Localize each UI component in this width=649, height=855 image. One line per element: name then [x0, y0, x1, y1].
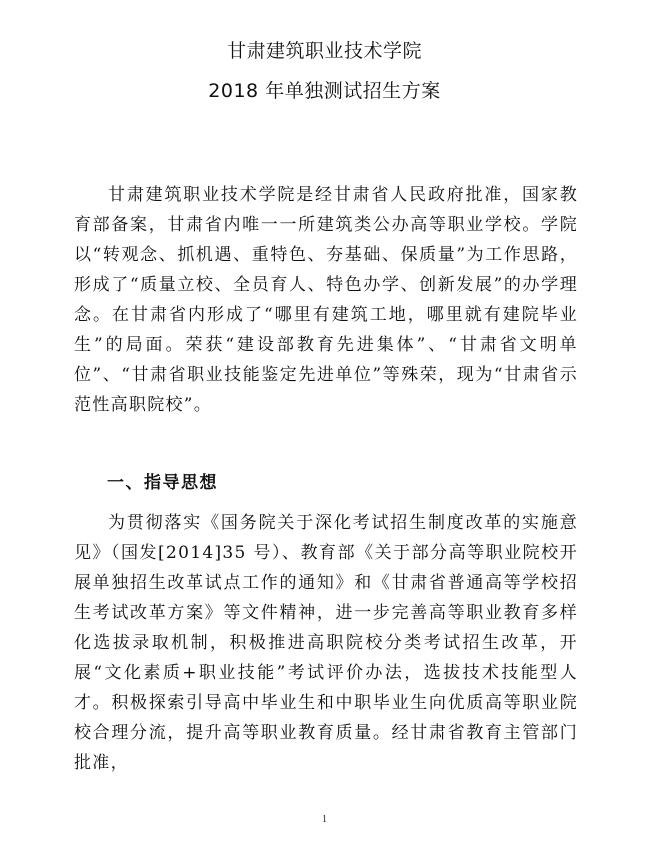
section-heading: 一、指导思想: [107, 473, 218, 493]
document-subtitle: 2018 年单独测试招生方案: [208, 80, 441, 102]
intro-paragraph: 甘肃建筑职业技术学院是经甘肃省人民政府批准，国家教育部备案，甘肃省内唯一一所建筑类公办高等职业学校。学院以“转观念、抓机遇、重特色、夯基础、保质量”为工作思路，形成了“质量立校、全员育人、特色办学、创新发展”的办学理念。在甘肃省内形成了“哪里有建筑工地，哪里就有建院毕业生”的局面。荣获“建设部教育先进集体”、“甘肃省文明单位”、“甘肃省职业技能鉴定先进单位”等殊荣，现为“甘肃省示范性高职院校”。: [74, 185, 578, 415]
section-paragraph: 为贯彻落实《国务院关于深化考试招生制度改革的实施意见》（国发[2014]35 号）、教育部《关于部分高等职业院校开展单独招生改革试点工作的通知》和《甘肃省普通高等学校招生考试改革方案》等文件精神，进一步完善高等职业教育多样化选拔录取机制，积极推进高职院校分类考试招生改革，开展“文化素质+职业技能”考试评价办法，选拔技术技能型人才。积极探索引导高中毕业生和中职毕业生向优质高等职业院校合理分流，提升高等职业教育质量。经甘肃省教育主管部门批准，: [74, 513, 578, 773]
document-title: 甘肃建筑职业技术学院: [226, 40, 422, 62]
page-number: 1: [322, 814, 327, 825]
